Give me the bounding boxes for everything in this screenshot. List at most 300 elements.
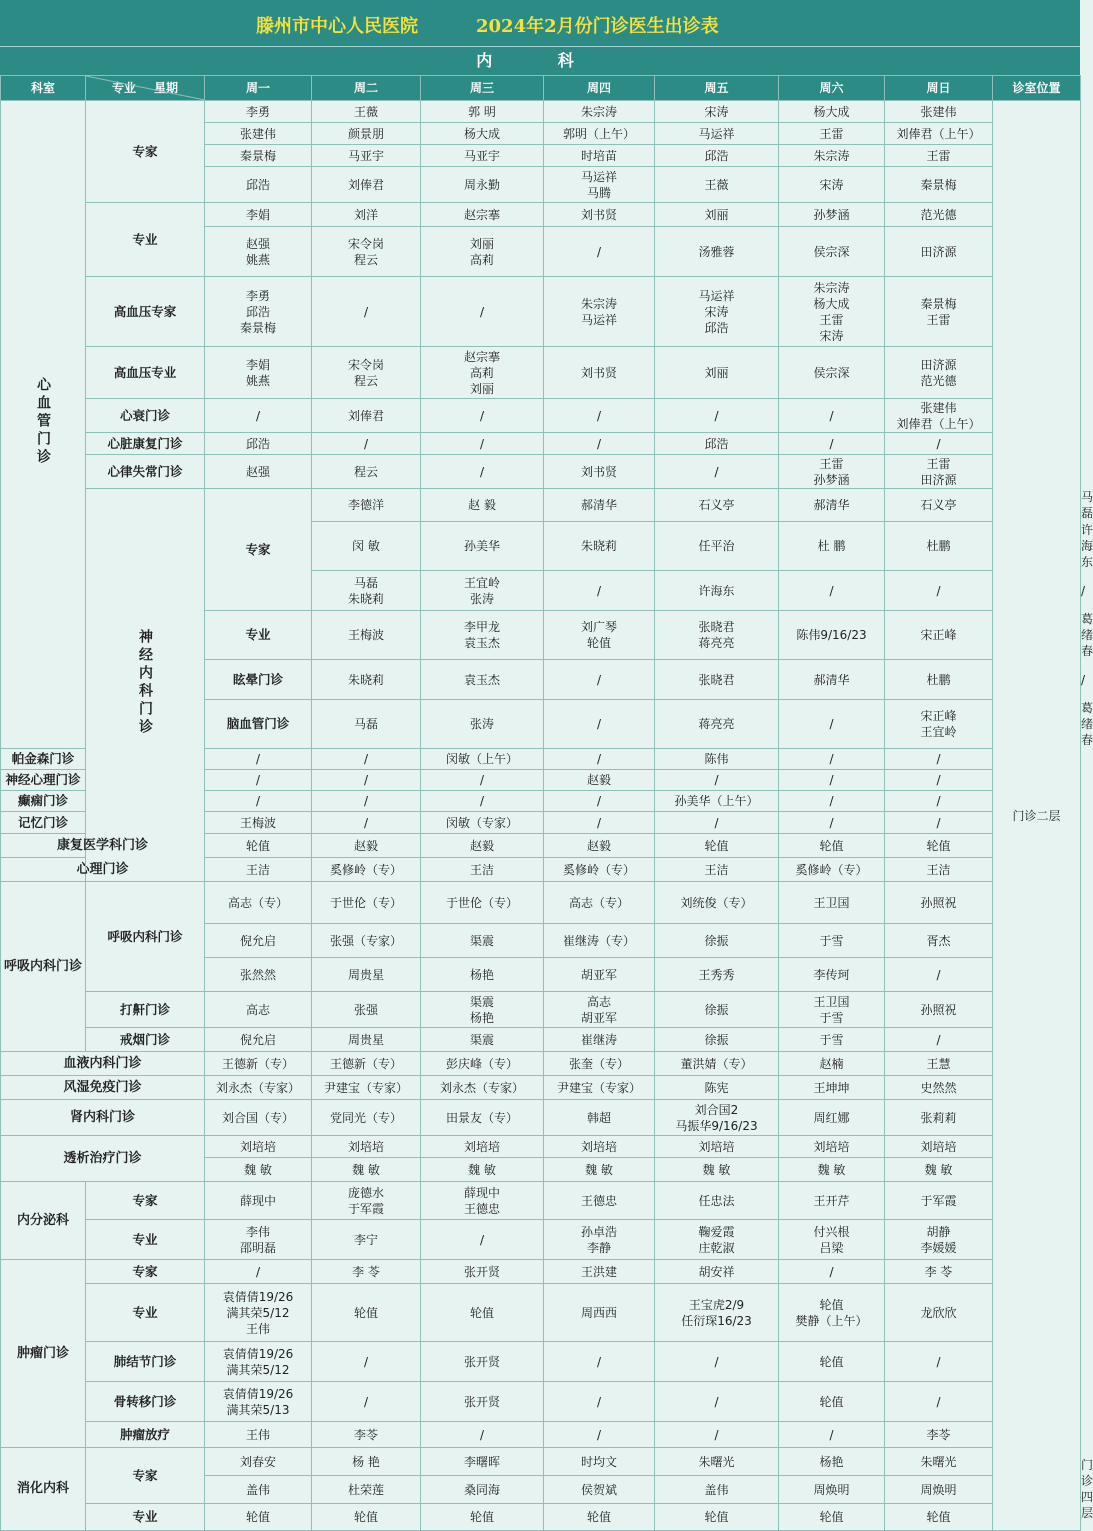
- doctor-cell: 马亚宇: [421, 145, 544, 167]
- doctor-cell: /: [779, 571, 885, 611]
- dept-cell: [1, 101, 86, 749]
- doctor-cell: 盖伟: [205, 1476, 312, 1504]
- doctor-cell: 盖伟: [655, 1476, 779, 1504]
- doctor-cell: /: [312, 277, 421, 347]
- doctor-cell: 赵毅: [544, 834, 655, 858]
- doctor-cell: 闵 敏: [312, 522, 421, 571]
- doctor-cell: 李苓: [312, 1422, 421, 1448]
- doctor-cell: 张开贤: [421, 1382, 544, 1422]
- header-day: 周一: [205, 76, 312, 101]
- doctor-cell: 轮值: [779, 1504, 885, 1531]
- doctor-cell: 侯宗深: [779, 347, 885, 399]
- dept-cell: [1, 1076, 205, 1100]
- doctor-cell: 朱曙光: [885, 1448, 993, 1476]
- specialty-cell: 脑血管门诊: [205, 700, 312, 749]
- doctor-cell: 彭庆峰（专）: [421, 1052, 544, 1076]
- doctor-cell: /: [544, 791, 655, 812]
- doctor-cell: 宋令岗 程云: [312, 347, 421, 399]
- dept-cell: [1, 1100, 205, 1136]
- doctor-cell: 王雷 田济源: [885, 455, 993, 489]
- doctor-cell: 程云: [312, 455, 421, 489]
- table-row: [1, 1284, 1081, 1342]
- table-row: [1, 399, 1081, 433]
- doctor-cell: /: [885, 1382, 993, 1422]
- doctor-cell: 赵宗搴 高莉 刘丽: [421, 347, 544, 399]
- dept-cell: [1, 1136, 205, 1182]
- specialty-cell: 专业: [86, 1284, 205, 1342]
- header-day: 周二: [312, 76, 421, 101]
- table-row: 消化内科 专家 刘春安 杨 艳 李曙晖 时均文 朱曙光 杨艳 朱曙光 门诊四层: [1, 1448, 1081, 1476]
- table-row: [1, 203, 1081, 227]
- doctor-cell: 董洪婧（专）: [655, 1052, 779, 1076]
- doctor-cell: 邱浩: [205, 167, 312, 203]
- doctor-cell: 尹建宝（专家）: [312, 1076, 421, 1100]
- specialty-cell: 心脏康复门诊: [86, 433, 205, 455]
- doctor-cell: 王宜岭 张涛: [421, 571, 544, 611]
- doctor-cell: 张奎（专）: [544, 1052, 655, 1076]
- doctor-cell: 轮值: [779, 834, 885, 858]
- doctor-cell: 邱浩: [205, 433, 312, 455]
- doctor-cell: 李 苓: [885, 1260, 993, 1284]
- table-row: [1, 347, 1081, 399]
- doctor-cell: 陈伟9/16/23: [779, 611, 885, 660]
- doctor-cell: 轮值: [205, 834, 312, 858]
- doctor-cell: 孙照祝: [885, 882, 993, 924]
- header-diagonal: [86, 76, 205, 100]
- doctor-cell: 张晓君 蒋亮亮: [655, 611, 779, 660]
- doctor-cell: 刘春安: [205, 1448, 312, 1476]
- doctor-cell: 刘培培: [544, 1136, 655, 1158]
- dept-cell: [1, 1052, 205, 1076]
- doctor-cell: 轮值: [885, 1504, 993, 1531]
- doctor-cell: 秦景梅 王雷: [885, 277, 993, 347]
- doctor-cell: 刘合国2 马振华9/16/23: [655, 1100, 779, 1136]
- specialty-cell: 呼吸内科门诊: [86, 882, 205, 992]
- doctor-cell: 闵敏（专家）: [421, 812, 544, 834]
- header-specialty: [86, 76, 205, 101]
- doctor-cell: 邱浩: [655, 433, 779, 455]
- doctor-cell: 袁倩倩19/26 满其荣5/12: [205, 1342, 312, 1382]
- doctor-cell: 王卫国 于雪: [779, 992, 885, 1028]
- doctor-cell: 刘丽 高莉: [421, 227, 544, 277]
- doctor-cell: 石义亭: [655, 489, 779, 522]
- doctor-cell: 宋令岗 程云: [312, 227, 421, 277]
- doctor-cell: 李勇: [205, 101, 312, 123]
- doctor-cell: 魏 敏: [205, 1158, 312, 1182]
- doctor-cell: /: [885, 812, 993, 834]
- specialty-cell: 高血压专家: [86, 277, 205, 347]
- table-row: [1, 1100, 1081, 1136]
- doctor-cell: /: [779, 399, 885, 433]
- doctor-cell: /: [312, 812, 421, 834]
- table-row: [1, 1182, 1081, 1220]
- doctor-cell: /: [779, 749, 885, 770]
- doctor-cell: 周焕明: [885, 1476, 993, 1504]
- doctor-cell: /: [312, 1342, 421, 1382]
- doctor-cell: 宋正峰 王宜岭: [885, 700, 993, 749]
- doctor-cell: 轮值: [544, 1504, 655, 1531]
- doctor-cell: 朱宗涛 马运祥: [544, 277, 655, 347]
- doctor-cell: 孙美华（上午）: [655, 791, 779, 812]
- doctor-cell: 李勇 邱浩 秦景梅: [205, 277, 312, 347]
- doctor-cell: 王洪建: [544, 1260, 655, 1284]
- header-specialty-label: 专业: [111, 81, 136, 95]
- doctor-cell: 高志（专）: [544, 882, 655, 924]
- doctor-cell: 张涛: [421, 700, 544, 749]
- doctor-cell: /: [655, 1342, 779, 1382]
- specialty-cell: 专家: [86, 1260, 205, 1284]
- doctor-cell: 蒋亮亮: [655, 700, 779, 749]
- doctor-cell: 魏 敏: [421, 1158, 544, 1182]
- doctor-cell: 魏 敏: [312, 1158, 421, 1182]
- header-day: 周六: [779, 76, 885, 101]
- doctor-cell: /: [655, 1422, 779, 1448]
- table-row: [1, 1136, 1081, 1158]
- doctor-cell: 王梅波: [312, 611, 421, 660]
- doctor-cell: 刘广琴 轮值: [544, 611, 655, 660]
- doctor-cell: 周红娜: [779, 1100, 885, 1136]
- doctor-cell: 王秀秀: [655, 958, 779, 992]
- doctor-cell: 轮值: [779, 1342, 885, 1382]
- doctor-cell: /: [421, 1422, 544, 1448]
- doctor-cell: 倪允启: [205, 1028, 312, 1052]
- schedule-table: [0, 75, 1093, 1531]
- doctor-cell: 朱曙光: [655, 1448, 779, 1476]
- doctor-cell: 龙欣欣: [885, 1284, 993, 1342]
- table-row: [1, 1076, 1081, 1100]
- doctor-cell: 王薇: [655, 167, 779, 203]
- doctor-cell: /: [544, 1342, 655, 1382]
- doctor-cell: 李宁: [312, 1220, 421, 1260]
- doctor-cell: 赵楠: [779, 1052, 885, 1076]
- doctor-cell: 高志: [205, 992, 312, 1028]
- doctor-cell: /: [885, 791, 993, 812]
- doctor-cell: 王雷: [885, 145, 993, 167]
- table-row: [1, 834, 1081, 858]
- header-dept: 科室: [1, 76, 86, 101]
- doctor-cell: 杨大成: [779, 101, 885, 123]
- doctor-cell: 轮值: [421, 1284, 544, 1342]
- doctor-cell: 刘永杰（专家）: [205, 1076, 312, 1100]
- doctor-cell: /: [312, 433, 421, 455]
- doctor-cell: 杜鹏: [885, 660, 993, 700]
- doctor-cell: 史然然: [885, 1076, 993, 1100]
- specialty-cell: 专家: [86, 101, 205, 203]
- doctor-cell: /: [421, 455, 544, 489]
- doctor-cell: 徐振: [655, 992, 779, 1028]
- dept-cell: [1, 1448, 86, 1531]
- doctor-cell: 李娟: [205, 203, 312, 227]
- doctor-cell: 赵强: [205, 455, 312, 489]
- doctor-cell: 王开芹: [779, 1182, 885, 1220]
- specialty-cell: 专业: [86, 1220, 205, 1260]
- doctor-cell: 刘书贤: [544, 203, 655, 227]
- doctor-cell: 王薇: [312, 101, 421, 123]
- doctor-cell: 王德新（专）: [205, 1052, 312, 1076]
- doctor-cell: 汤雅蓉: [655, 227, 779, 277]
- doctor-cell: 杨 艳: [312, 1448, 421, 1476]
- doctor-cell: 王宝虎2/9 任衍琛16/23: [655, 1284, 779, 1342]
- doctor-cell: 李甲龙 袁玉杰: [421, 611, 544, 660]
- doctor-cell: 陈宪: [655, 1076, 779, 1100]
- doctor-cell: 轮值: [779, 1382, 885, 1422]
- table-row: [1, 1052, 1081, 1076]
- specialty-cell: 眩晕门诊: [205, 660, 312, 700]
- doctor-cell: 张建伟: [885, 101, 993, 123]
- doctor-cell: 徐振: [655, 924, 779, 958]
- schedule-body: [1, 101, 1093, 1531]
- doctor-cell: /: [544, 227, 655, 277]
- doctor-cell: /: [544, 812, 655, 834]
- doctor-cell: /: [544, 660, 655, 700]
- table-row: 闵 敏 孙美华 朱晓莉 任平治 杜 鹏 杜鹏 许海东: [1, 522, 1081, 571]
- doctor-cell: 李 苓: [312, 1260, 421, 1284]
- doctor-cell: /: [655, 455, 779, 489]
- dept-label: 肾内科门诊: [69, 1109, 135, 1125]
- specialty-cell: 专业: [86, 203, 205, 277]
- doctor-cell: 张晓君: [655, 660, 779, 700]
- doctor-cell: 闵敏（上午）: [421, 749, 544, 770]
- table-row: 专业 王梅波 李甲龙 袁玉杰 刘广琴 轮值 张晓君 蒋亮亮 陈伟9/16/23 宋正峰 葛绪春: [1, 611, 1081, 660]
- doctor-cell: /: [421, 433, 544, 455]
- dept-cell: [86, 489, 205, 882]
- specialty-cell: 戒烟门诊: [86, 1028, 205, 1052]
- doctor-cell: 马运祥 马腾: [544, 167, 655, 203]
- table-row: [1, 433, 1081, 455]
- doctor-cell: /: [655, 770, 779, 791]
- doctor-cell: 渠震: [421, 1028, 544, 1052]
- doctor-cell: /: [885, 749, 993, 770]
- table-row: [1, 1504, 1081, 1531]
- doctor-cell: 秦景梅: [885, 167, 993, 203]
- dept-label: 心理门诊: [76, 861, 129, 877]
- doctor-cell: 马运祥 宋涛 邱浩: [655, 277, 779, 347]
- doctor-cell: 付兴根 吕梁: [779, 1220, 885, 1260]
- doctor-cell: /: [779, 700, 885, 749]
- doctor-cell: 赵宗搴: [421, 203, 544, 227]
- doctor-cell: 李德洋: [312, 489, 421, 522]
- doctor-cell: /: [779, 791, 885, 812]
- dept-label: 透析治疗门诊: [63, 1150, 142, 1166]
- doctor-cell: /: [205, 791, 312, 812]
- doctor-cell: 轮值 樊静（上午）: [779, 1284, 885, 1342]
- doctor-cell: 张强（专家）: [312, 924, 421, 958]
- doctor-cell: /: [205, 399, 312, 433]
- doctor-cell: 薛现中: [205, 1182, 312, 1220]
- table-row: 马磊 朱晓莉 王宜岭 张涛 / 许海东 / / /: [1, 571, 1081, 611]
- doctor-cell: 杜 鹏: [779, 522, 885, 571]
- doctor-cell: 奚修岭（专）: [312, 858, 421, 882]
- doctor-cell: 范光德: [885, 203, 993, 227]
- doctor-cell: 郝清华: [779, 660, 885, 700]
- doctor-cell: 张强: [312, 992, 421, 1028]
- doctor-cell: 于军霞: [885, 1182, 993, 1220]
- doctor-cell: 时培苗: [544, 145, 655, 167]
- table-row: [1, 1220, 1081, 1260]
- doctor-cell: 杜荣莲: [312, 1476, 421, 1504]
- doctor-cell: 赵毅: [312, 834, 421, 858]
- doctor-cell: 党同光（专）: [312, 1100, 421, 1136]
- dept-label: 消化内科: [16, 1481, 69, 1496]
- doctor-cell: /: [421, 770, 544, 791]
- doctor-cell: /: [885, 1028, 993, 1052]
- dept-label: 心血管门诊: [35, 377, 51, 467]
- doctor-cell: /: [544, 399, 655, 433]
- doctor-cell: 张建伟: [205, 123, 312, 145]
- doctor-cell: 郭明（上午）: [544, 123, 655, 145]
- doctor-cell: 轮值: [312, 1284, 421, 1342]
- doctor-cell: 田济源: [885, 227, 993, 277]
- doctor-cell: 袁倩倩19/26 满其荣5/12 王伟: [205, 1284, 312, 1342]
- doctor-cell: /: [779, 770, 885, 791]
- doctor-cell: 孙卓浩 李静: [544, 1220, 655, 1260]
- specialty-cell: 专家: [205, 489, 312, 611]
- doctor-cell: 刘培培: [421, 1136, 544, 1158]
- doctor-cell: 刘统俊（专）: [655, 882, 779, 924]
- doctor-cell: 刘合国（专）: [205, 1100, 312, 1136]
- doctor-cell: 朱晓莉: [544, 522, 655, 571]
- doctor-cell: /: [885, 433, 993, 455]
- doctor-cell: 崔继涛（专）: [544, 924, 655, 958]
- doctor-cell: /: [779, 812, 885, 834]
- table-row: [1, 992, 1081, 1028]
- doctor-cell: /: [885, 571, 993, 611]
- doctor-cell: 郭 明: [421, 101, 544, 123]
- doctor-cell: 赵强 姚燕: [205, 227, 312, 277]
- specialty-cell: 心律失常门诊: [86, 455, 205, 489]
- doctor-cell: /: [779, 1422, 885, 1448]
- doctor-cell: 杜鹏: [885, 522, 993, 571]
- doctor-cell: 宋涛: [655, 101, 779, 123]
- doctor-cell: 王洁: [205, 858, 312, 882]
- doctor-cell: 刘俸君（上午）: [885, 123, 993, 145]
- doctor-cell: 轮值: [421, 1504, 544, 1531]
- doctor-cell: 马运祥: [655, 123, 779, 145]
- doctor-cell: 刘书贤: [544, 455, 655, 489]
- table-row: [1, 858, 1081, 882]
- doctor-cell: 刘培培: [655, 1136, 779, 1158]
- header-location: 诊室位置: [993, 76, 1081, 101]
- doctor-cell: 胡安祥: [655, 1260, 779, 1284]
- doctor-cell: 轮值: [205, 1504, 312, 1531]
- doctor-cell: /: [312, 749, 421, 770]
- page-title: 2024年2月份门诊医生出诊表: [476, 16, 719, 37]
- doctor-cell: /: [312, 1382, 421, 1422]
- doctor-cell: 刘丽: [655, 347, 779, 399]
- table-row: [1, 277, 1081, 347]
- table-row: [1, 101, 1081, 123]
- table-row: [1, 1260, 1081, 1284]
- doctor-cell: 徐振: [655, 1028, 779, 1052]
- doctor-cell: 王卫国: [779, 882, 885, 924]
- doctor-cell: 王伟: [205, 1422, 312, 1448]
- doctor-cell: 桑同海: [421, 1476, 544, 1504]
- doctor-cell: 渠震: [421, 924, 544, 958]
- specialty-cell: 肺结节门诊: [86, 1342, 205, 1382]
- specialty-cell: 心衰门诊: [86, 399, 205, 433]
- dept-cell: [1, 1182, 86, 1260]
- doctor-cell: 任忠法: [655, 1182, 779, 1220]
- doctor-cell: 轮值: [885, 834, 993, 858]
- doctor-cell: 邱浩: [655, 145, 779, 167]
- specialty-cell: 专业: [86, 1504, 205, 1531]
- doctor-cell: /: [544, 571, 655, 611]
- specialty-cell: 记忆门诊: [1, 812, 86, 834]
- specialty-cell: 专业: [205, 611, 312, 660]
- specialty-cell: 专家: [86, 1182, 205, 1220]
- table-row: [1, 1342, 1081, 1382]
- doctor-cell: 刘培培: [779, 1136, 885, 1158]
- specialty-cell: 专家: [86, 1448, 205, 1504]
- doctor-cell: 奚修岭（专）: [544, 858, 655, 882]
- doctor-cell: 张建伟 刘俸君（上午）: [885, 399, 993, 433]
- doctor-cell: 田景友（专）: [421, 1100, 544, 1136]
- doctor-cell: 张莉莉: [885, 1100, 993, 1136]
- header-day: 周五: [655, 76, 779, 101]
- doctor-cell: 朱宗涛: [544, 101, 655, 123]
- doctor-cell: /: [544, 749, 655, 770]
- doctor-cell: /: [655, 812, 779, 834]
- doctor-cell: 王坤坤: [779, 1076, 885, 1100]
- doctor-cell: /: [544, 433, 655, 455]
- doctor-cell: 时均文: [544, 1448, 655, 1476]
- doctor-cell: 侯贺斌: [544, 1476, 655, 1504]
- doctor-cell: /: [655, 1382, 779, 1422]
- doctor-cell: 于雪: [779, 924, 885, 958]
- doctor-cell: /: [421, 277, 544, 347]
- dept-cell: [1, 1260, 86, 1448]
- doctor-cell: 于世伦（专）: [421, 882, 544, 924]
- doctor-cell: /: [421, 791, 544, 812]
- doctor-cell: 张然然: [205, 958, 312, 992]
- specialty-cell: 肿瘤放疗: [86, 1422, 205, 1448]
- doctor-cell: 陈伟: [655, 749, 779, 770]
- header-day: 周日: [885, 76, 993, 101]
- header-day: 周四: [544, 76, 655, 101]
- doctor-cell: /: [544, 1422, 655, 1448]
- doctor-cell: 王慧: [885, 1052, 993, 1076]
- doctor-cell: 周西西: [544, 1284, 655, 1342]
- doctor-cell: 薛现中 王德忠: [421, 1182, 544, 1220]
- doctor-cell: 胡亚军: [544, 958, 655, 992]
- doctor-cell: 轮值: [655, 834, 779, 858]
- doctor-cell: 李传珂: [779, 958, 885, 992]
- doctor-cell: 赵毅: [421, 834, 544, 858]
- doctor-cell: 庞德水 于军霞: [312, 1182, 421, 1220]
- dept-label: 血液内科门诊: [63, 1055, 142, 1071]
- doctor-cell: /: [655, 399, 779, 433]
- doctor-cell: 魏 敏: [779, 1158, 885, 1182]
- doctor-cell: 于雪: [779, 1028, 885, 1052]
- dept-cell: [1, 882, 86, 1052]
- doctor-cell: 刘培培: [205, 1136, 312, 1158]
- doctor-cell: 高志 胡亚军: [544, 992, 655, 1028]
- doctor-cell: 鞠爱霞 庄乾淑: [655, 1220, 779, 1260]
- specialty-cell: 帕金森门诊: [1, 749, 86, 770]
- doctor-cell: 赵毅: [544, 770, 655, 791]
- doctor-cell: 王雷 孙梦涵: [779, 455, 885, 489]
- specialty-cell: 打鼾门诊: [86, 992, 205, 1028]
- doctor-cell: 王梅波: [205, 812, 312, 834]
- table-row: [1, 455, 1081, 489]
- table-row: 神经内科门诊 专家 李德洋 赵 毅 郝清华 石义亭 郝清华 石义亭 马 磊: [1, 489, 1081, 522]
- doctor-cell: 朱宗涛: [779, 145, 885, 167]
- doctor-cell: 刘书贤: [544, 347, 655, 399]
- doctor-cell: 马磊 朱晓莉: [312, 571, 421, 611]
- doctor-cell: 高志（专）: [205, 882, 312, 924]
- doctor-cell: 李娟 姚燕: [205, 347, 312, 399]
- doctor-cell: 李曙晖: [421, 1448, 544, 1476]
